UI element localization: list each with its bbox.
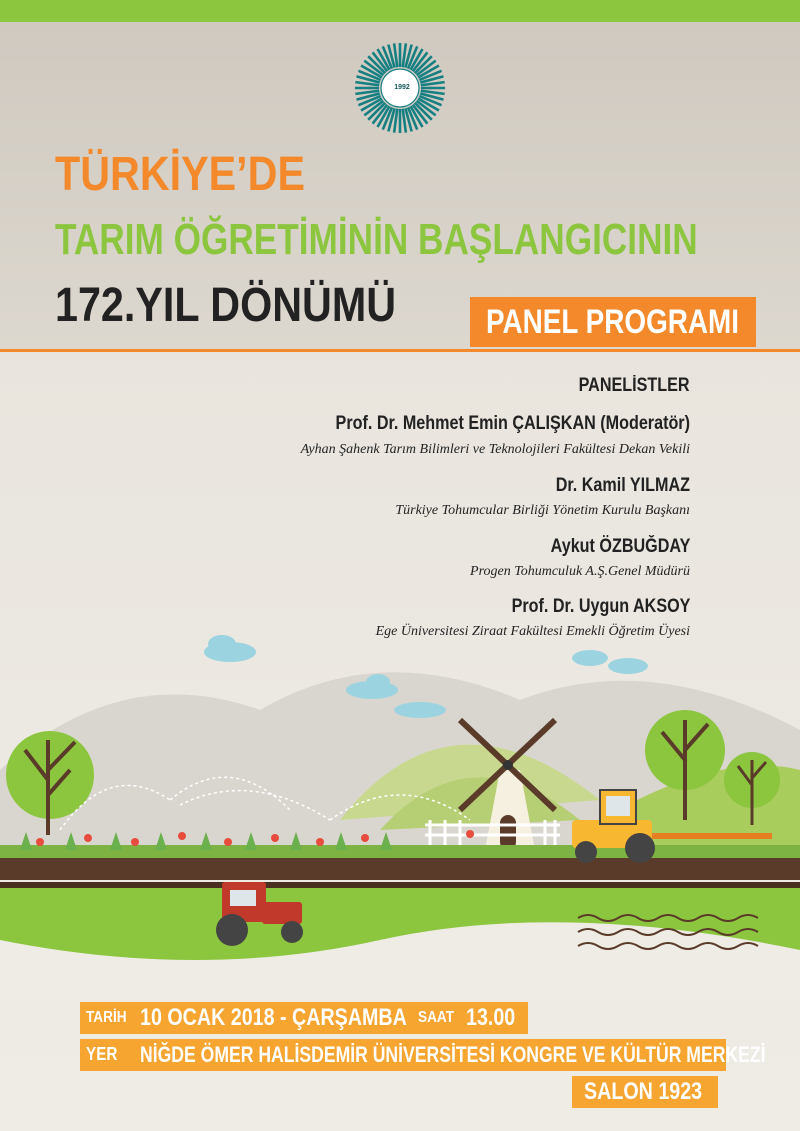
cloud-icon: [572, 650, 648, 674]
panelists-heading: PANELİSTLER: [579, 375, 690, 396]
panelist-role: Ayhan Şahenk Tarım Bilimleri ve Teknolojileri Fakültesi Dekan Vekili: [300, 442, 690, 457]
time-value: 13.00: [466, 1004, 516, 1031]
cloud-icon: [204, 635, 256, 662]
panelist-role: Ege Üniversitesi Ziraat Fakültesi Emekli Öğretim Üyesi: [375, 624, 690, 639]
panel-program-label: PANEL PROGRAMI: [486, 303, 740, 341]
panelist-name: Dr. Kamil YILMAZ: [555, 475, 690, 496]
top-green-bar: [0, 0, 800, 22]
cloud-icon: [394, 702, 446, 718]
date-label: TARİH: [86, 1009, 127, 1026]
time-label: SAAT: [418, 1009, 455, 1026]
logo-year: 1992: [394, 84, 410, 91]
divider-line: [0, 349, 800, 352]
title-line-2: TARIM ÖĞRETİMİNİN BAŞLANGICININ: [55, 215, 698, 264]
panelist-role: Progen Tohumculuk A.Ş.Genel Müdürü: [470, 564, 690, 579]
title-line-1: TÜRKİYE’DE: [55, 148, 306, 201]
title-line-3: 172.YIL DÖNÜMÜ: [55, 279, 397, 332]
hall-value: SALON 1923: [584, 1078, 703, 1105]
soil-row: [0, 858, 800, 880]
place-label: YER: [86, 1044, 118, 1064]
soil-row-2: [0, 882, 800, 888]
panelist-name: Aykut ÖZBUĞDAY: [550, 536, 690, 557]
farm-illustration: [0, 620, 800, 1000]
date-value: 10 OCAK 2018 - ÇARŞAMBA: [140, 1004, 407, 1031]
panelist-name: Prof. Dr. Mehmet Emin ÇALIŞKAN (Moderatör): [335, 413, 690, 434]
panelist-role: Türkiye Tohumcular Birliği Yönetim Kurulu Başkanı: [395, 503, 690, 518]
place-value: NİĞDE ÖMER HALİSDEMİR ÜNİVERSİTESİ KONGRE VE KÜLTÜR MERKEZİ: [140, 1042, 766, 1067]
panelist-name: Prof. Dr. Uygun AKSOY: [511, 596, 690, 617]
